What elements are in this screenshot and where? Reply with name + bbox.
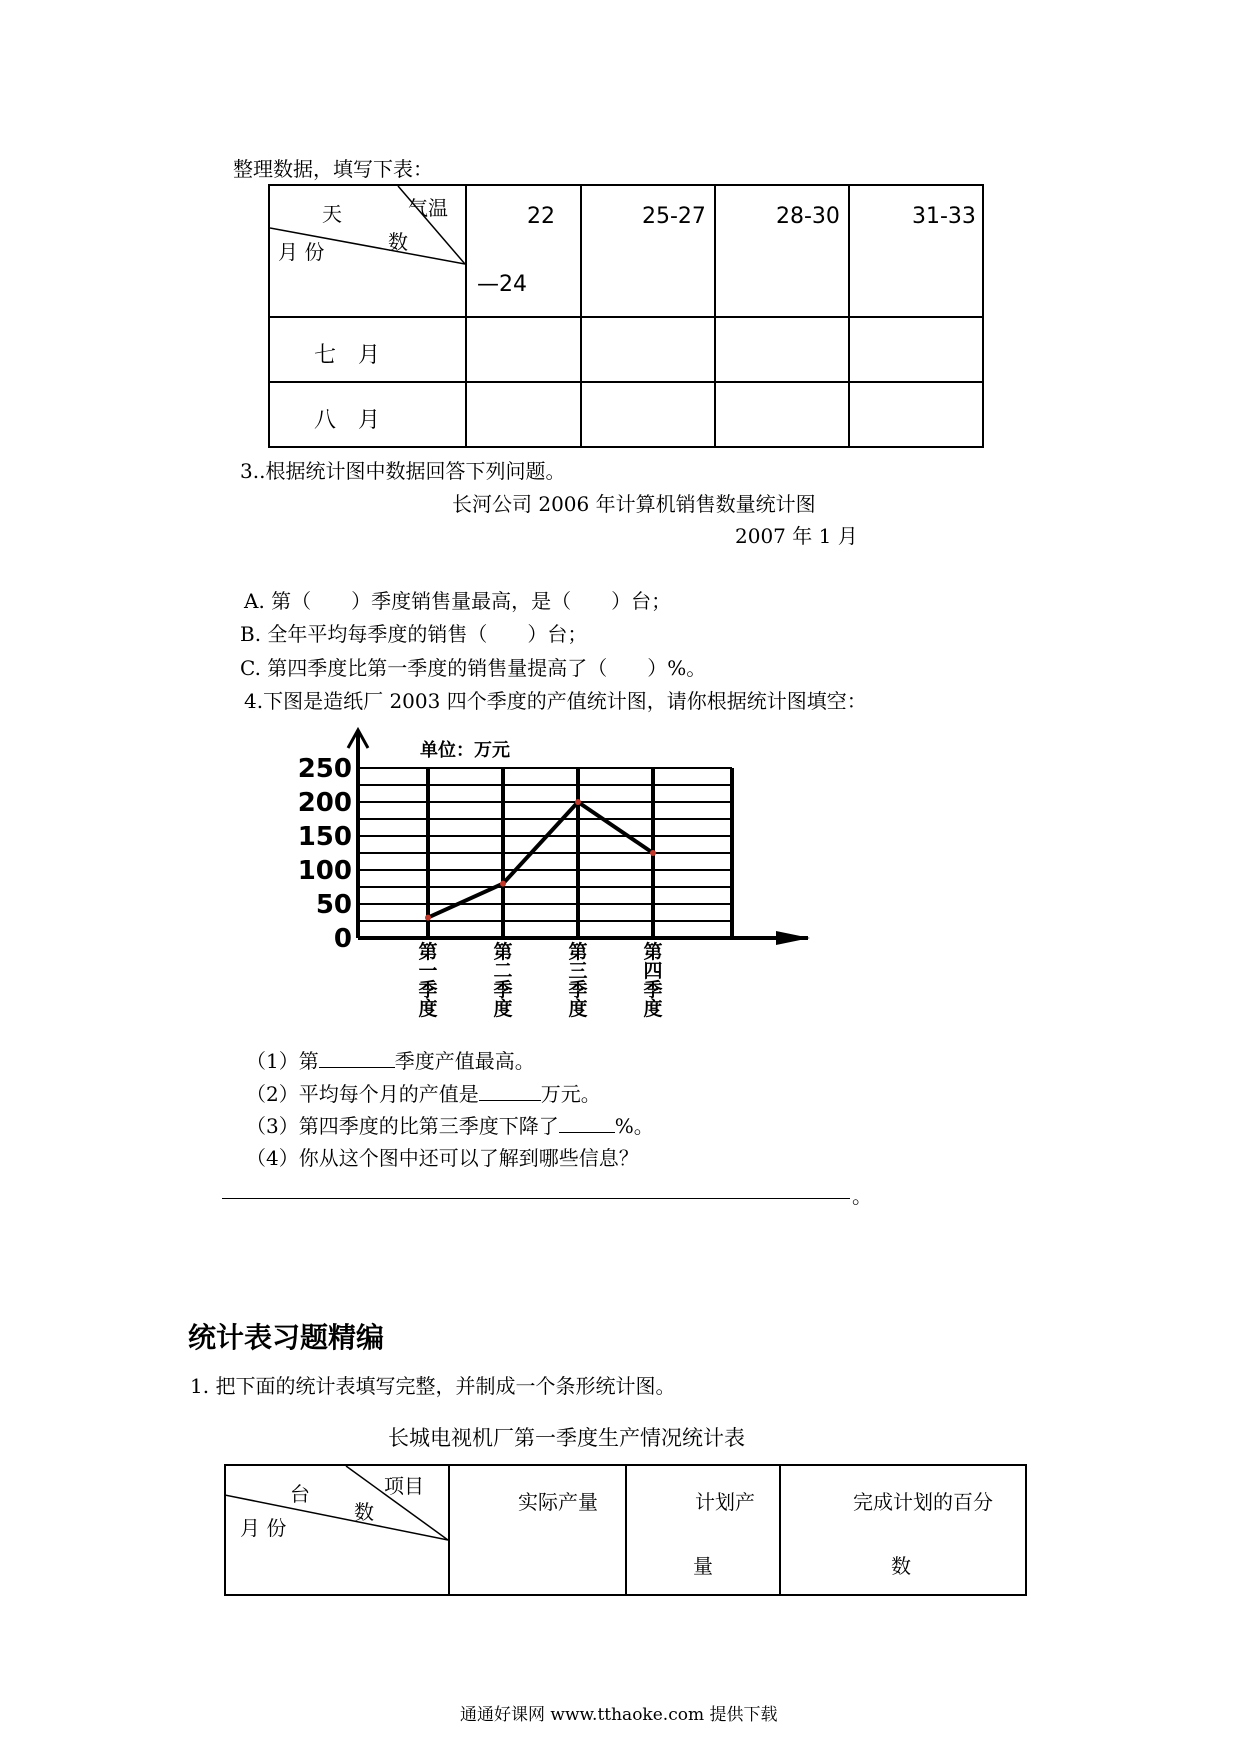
q3-chart-title: 长河公司 2006 年计算机销售数量统计图 — [452, 492, 816, 516]
data-point — [500, 881, 506, 887]
production-table — [224, 1464, 1027, 1596]
q4-question-3 — [246, 1110, 654, 1139]
q4-question-3-pre: （3）第四季度的比第三季度下降了 — [246, 1114, 559, 1138]
answer-line-end: 。 — [852, 1184, 872, 1208]
corner-label-tian: 天 — [322, 202, 342, 226]
corner-label-shu: 数 — [354, 1500, 374, 1524]
q4-question-2 — [246, 1078, 601, 1107]
col-completion-percent — [780, 1465, 1026, 1595]
row-label-july: 七 月 — [314, 343, 381, 368]
row-label-august: 八 月 — [314, 408, 381, 433]
empty-cell[interactable] — [849, 317, 983, 382]
col-22-24 — [466, 185, 581, 317]
y-tick-label: 150 — [297, 822, 352, 852]
answer-blank[interactable] — [319, 1051, 395, 1068]
col-28-30-label: 28-30 — [776, 204, 840, 229]
answer-blank[interactable] — [479, 1084, 541, 1101]
data-point — [575, 799, 581, 805]
page-footer: 通通好课网 www.tthaoke.com 提供下载 — [460, 1705, 778, 1725]
col-completion-percent-line2: 数 — [891, 1554, 911, 1578]
production-table-title: 长城电视机厂第一季度生产情况统计表 — [388, 1426, 745, 1450]
corner-label-yuefen: 月 份 — [240, 1516, 287, 1540]
chart-unit-label: 单位：万元 — [420, 740, 510, 761]
header-corner-cell — [225, 1465, 449, 1595]
q3-item-b: B. 全年平均每季度的销售（ ）台； — [240, 622, 588, 646]
q4-question-3-post: %。 — [614, 1114, 654, 1138]
col-22-24-bottom: —24 — [477, 272, 527, 297]
col-25-27-label: 25-27 — [642, 204, 706, 229]
col-25-27 — [581, 185, 715, 317]
q4-question-1-pre: （1）第 — [246, 1049, 319, 1073]
empty-cell[interactable] — [466, 317, 581, 382]
section-title: 统计表习题精编 — [188, 1321, 385, 1354]
col-actual-output-label: 实际产量 — [518, 1490, 598, 1514]
x-category-label: 第三季度 — [568, 941, 588, 1020]
col-actual-output — [449, 1465, 626, 1595]
empty-cell[interactable] — [581, 382, 715, 447]
y-tick-label: 200 — [297, 788, 352, 818]
col-planned-output-line2: 量 — [693, 1554, 713, 1578]
y-tick-label: 50 — [315, 890, 352, 920]
corner-label-tai: 台 — [290, 1482, 310, 1506]
col-planned-output-line1: 计划产 — [695, 1490, 755, 1514]
q2-intro: 整理数据，填写下表： — [233, 157, 433, 181]
empty-cell[interactable] — [715, 317, 849, 382]
table-row — [269, 382, 983, 447]
x-category-label: 第二季度 — [493, 941, 513, 1020]
q3-stem: 3..根据统计图中数据回答下列问题。 — [240, 459, 566, 483]
x-category-label: 第四季度 — [643, 941, 663, 1020]
col-completion-percent-line1: 完成计划的百分 — [853, 1490, 993, 1514]
empty-cell[interactable] — [715, 382, 849, 447]
col-31-33-label: 31-33 — [912, 204, 976, 229]
row-label-cell — [269, 317, 466, 382]
col-planned-output — [626, 1465, 780, 1595]
q4-question-1 — [246, 1045, 535, 1074]
q4-question-2-post: 万元。 — [540, 1082, 601, 1106]
y-tick-label: 0 — [333, 924, 352, 954]
corner-label-shu: 数 — [388, 230, 408, 254]
answer-blank[interactable] — [559, 1116, 615, 1133]
empty-cell[interactable] — [849, 382, 983, 447]
q4-question-2-pre: （2）平均每个月的产值是 — [246, 1082, 479, 1106]
y-tick-label: 250 — [297, 754, 352, 784]
y-tick-label: 100 — [297, 856, 352, 886]
corner-label-xiangmu: 项目 — [384, 1474, 424, 1498]
q3-item-c: C. 第四季度比第一季度的销售量提高了（ ）%。 — [240, 656, 707, 680]
section-q1: 1. 把下面的统计表填写完整，并制成一个条形统计图。 — [190, 1374, 676, 1398]
col-22-24-top: 22 — [527, 204, 555, 229]
answer-line[interactable] — [222, 1198, 850, 1199]
table-row — [269, 317, 983, 382]
production-line-chart — [260, 720, 820, 1020]
corner-label-yuefen: 月 份 — [278, 240, 325, 264]
col-28-30 — [715, 185, 849, 317]
x-category-label: 第一季度 — [418, 941, 438, 1020]
header-corner-cell — [269, 185, 466, 317]
q3-chart-date: 2007 年 1 月 — [735, 524, 858, 548]
empty-cell[interactable] — [466, 382, 581, 447]
q3-item-a: A. 第（ ）季度销售量最高，是（ ）台； — [244, 589, 672, 613]
data-point — [650, 850, 656, 856]
col-31-33 — [849, 185, 983, 317]
q4-question-1-post: 季度产值最高。 — [394, 1049, 535, 1073]
empty-cell[interactable] — [581, 317, 715, 382]
q4-question-4-pre: （4）你从这个图中还可以了解到哪些信息？ — [246, 1146, 639, 1170]
q4-question-4 — [246, 1142, 639, 1171]
q4-stem: 4.下图是造纸厂 2003 四个季度的产值统计图，请你根据统计图填空： — [244, 689, 867, 713]
row-label-cell — [269, 382, 466, 447]
x-axis-arrow — [776, 931, 810, 945]
temperature-table — [268, 184, 984, 448]
data-point — [425, 915, 431, 921]
corner-label-qiwen: 气温 — [408, 196, 448, 220]
